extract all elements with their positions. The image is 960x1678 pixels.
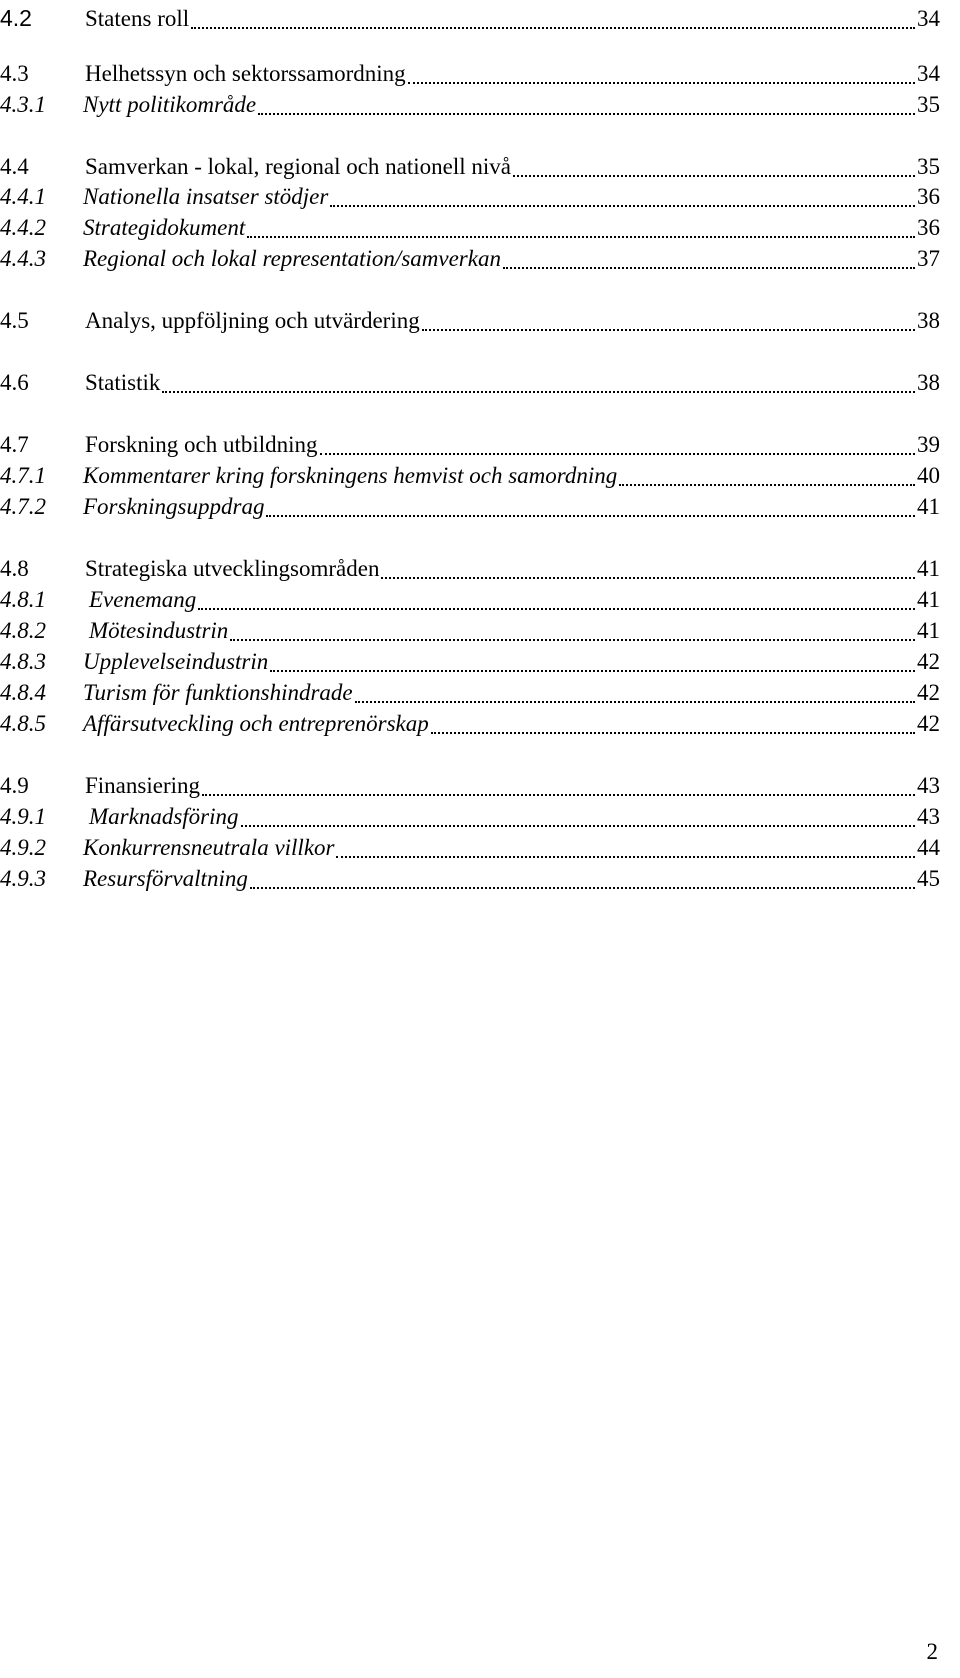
toc-entry-number: 4.9 [0, 773, 29, 798]
toc-entry-title: Mötesindustrin [89, 618, 229, 643]
dot-leader [336, 856, 915, 858]
toc-entry-number: 4.4.3 [0, 246, 46, 271]
toc-subentry[interactable] [0, 240, 940, 270]
dot-leader [250, 887, 915, 889]
toc-entry-page: 43 [917, 804, 940, 829]
toc-entry[interactable] [0, 302, 940, 332]
toc-entry-number: 4.8.4 [0, 680, 46, 705]
toc-entry-page: 43 [917, 773, 940, 798]
toc-entry-page: 38 [917, 308, 940, 333]
toc-subentry[interactable] [0, 457, 940, 487]
dot-leader [355, 701, 915, 703]
toc-entry-page: 34 [917, 61, 940, 86]
toc-entry-title: Analys, uppföljning och utvärdering [85, 308, 420, 333]
toc-subentry[interactable] [0, 209, 940, 239]
toc-entry-number: 4.9.1 [0, 804, 46, 829]
toc-entry-page: 42 [917, 680, 940, 705]
dot-leader [241, 825, 916, 827]
toc-entry-page: 41 [917, 618, 940, 643]
toc-entry-page: 38 [917, 370, 940, 395]
toc-entry-page: 34 [917, 6, 940, 31]
toc-entry[interactable] [0, 426, 940, 456]
toc-entry-page: 41 [917, 587, 940, 612]
toc-entry-number: 4.3 [0, 61, 29, 86]
toc-entry-title: Statens roll [85, 6, 190, 31]
toc-entry-page: 35 [917, 92, 940, 117]
toc-entry-title: Affärsutveckling och entreprenörskap [83, 711, 429, 736]
dot-leader [503, 267, 915, 269]
toc-entry-page: 42 [917, 711, 940, 736]
dot-leader [513, 175, 915, 177]
toc-entry-number: 4.8.2 [0, 618, 46, 643]
dot-leader [619, 484, 915, 486]
toc-entry-number: 4.9.2 [0, 835, 46, 860]
toc-entry-page: 36 [917, 184, 940, 209]
dot-leader [431, 732, 915, 734]
toc-subentry[interactable] [0, 612, 940, 642]
toc-entry-title: Resursförvaltning [83, 866, 248, 891]
toc-entry-title: Marknadsföring [89, 804, 239, 829]
page-number: 2 [926, 1639, 938, 1664]
dot-leader [258, 113, 915, 115]
toc-entry-number: 4.2 [0, 5, 32, 31]
toc-entry[interactable] [0, 0, 940, 30]
toc-entry[interactable] [0, 767, 940, 797]
toc-entry-number: 4.8.5 [0, 711, 46, 736]
toc-entry-number: 4.6 [0, 370, 29, 395]
toc-subentry[interactable] [0, 643, 940, 673]
toc-subentry[interactable] [0, 86, 940, 116]
toc-entry-title: Kommentarer kring forskningens hemvist och samordning [83, 463, 618, 488]
dot-leader [408, 82, 915, 84]
toc-entry-title: Helhetssyn och sektorssamordning [85, 61, 406, 86]
toc-entry-page: 44 [917, 835, 940, 860]
toc-entry-title: Samverkan - lokal, regional och nationell nivå [85, 154, 512, 179]
toc-entry[interactable] [0, 364, 940, 394]
toc-entry-title: Turism för funktionshindrade [83, 680, 353, 705]
toc-subentry[interactable] [0, 798, 940, 828]
dot-leader [330, 205, 915, 207]
toc-entry-number: 4.7 [0, 432, 29, 457]
toc-entry-number: 4.4 [0, 154, 29, 179]
toc-entry-title: Regional och lokal representation/samverkan [83, 246, 501, 271]
toc-entry-page: 41 [917, 494, 940, 519]
toc-subentry[interactable] [0, 829, 940, 859]
toc-entry-number: 4.3.1 [0, 92, 46, 117]
toc-entry-number: 4.7.2 [0, 494, 46, 519]
toc-entry-title: Upplevelseindustrin [83, 649, 269, 674]
toc-entry-number: 4.9.3 [0, 866, 46, 891]
toc-subentry[interactable] [0, 178, 940, 208]
toc-entry-page: 35 [917, 154, 940, 179]
dot-leader [422, 329, 915, 331]
toc-entry-number: 4.8 [0, 556, 29, 581]
dot-leader [270, 670, 915, 672]
dot-leader [320, 453, 915, 455]
dot-leader [266, 515, 915, 517]
toc-subentry[interactable] [0, 674, 940, 704]
toc-entry-title: Statistik [85, 370, 161, 395]
toc-entry-title: Nationella insatser stödjer [83, 184, 329, 209]
toc-entry[interactable] [0, 550, 940, 580]
toc-entry-page: 37 [917, 246, 940, 271]
toc-entry-title: Strategiska utvecklingsområden [85, 556, 380, 581]
toc-entry-number: 4.5 [0, 308, 29, 333]
toc-entry-title: Konkurrensneutrala villkor [83, 835, 335, 860]
dot-leader [381, 577, 915, 579]
toc-entry-title: Evenemang [89, 587, 197, 612]
toc-entry-number: 4.7.1 [0, 463, 46, 488]
dot-leader [198, 608, 915, 610]
dot-leader [191, 27, 915, 29]
toc-entry-number: 4.4.1 [0, 184, 46, 209]
toc-entry-title: Finansiering [85, 773, 200, 798]
toc-entry[interactable] [0, 55, 940, 85]
dot-leader [230, 639, 915, 641]
toc-entry-title: Forskning och utbildning [85, 432, 318, 457]
toc-entry[interactable] [0, 148, 940, 178]
toc-entry-title: Strategidokument [83, 215, 246, 240]
toc-entry-page: 45 [917, 866, 940, 891]
toc-entry-number: 4.4.2 [0, 215, 46, 240]
toc-entry-page: 41 [917, 556, 940, 581]
toc-entry-number: 4.8.3 [0, 649, 46, 674]
toc-subentry[interactable] [0, 488, 940, 518]
toc-entry-title: Nytt politikområde [83, 92, 257, 117]
dot-leader [247, 236, 915, 238]
toc-entry-page: 39 [917, 432, 940, 457]
toc-entry-number: 4.8.1 [0, 587, 46, 612]
dot-leader [162, 391, 915, 393]
toc-subentry[interactable] [0, 581, 940, 611]
toc-entry-title: Forskningsuppdrag [83, 494, 265, 519]
toc-entry-page: 36 [917, 215, 940, 240]
toc-subentry[interactable] [0, 860, 940, 890]
dot-leader [202, 794, 915, 796]
toc-subentry[interactable] [0, 705, 940, 735]
toc-entry-page: 42 [917, 649, 940, 674]
toc-entry-page: 40 [917, 463, 940, 488]
